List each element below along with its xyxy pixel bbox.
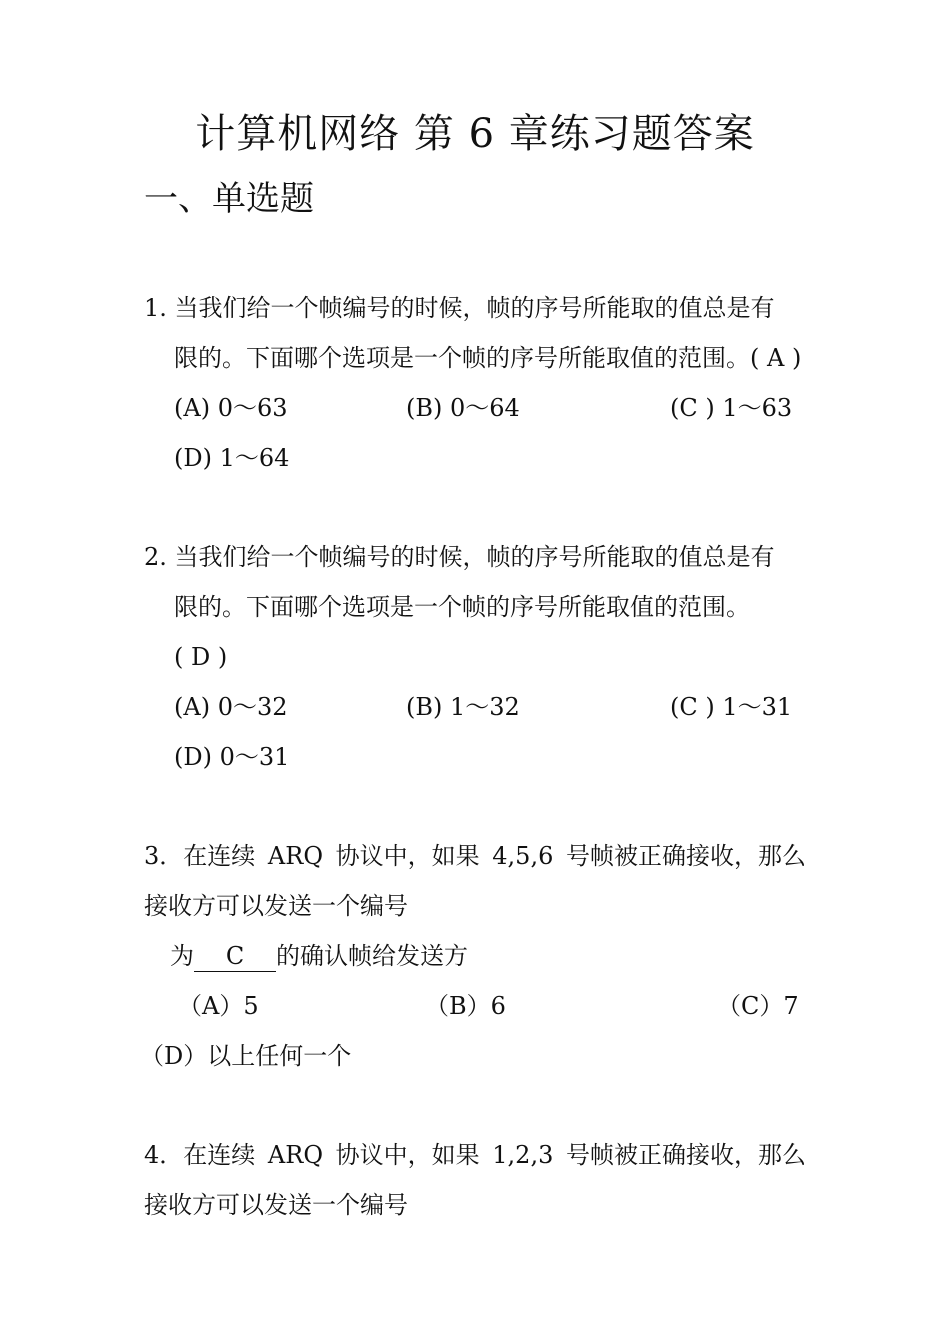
question-3-prefix: 为 [170, 942, 194, 970]
question-2-option-c: (C ) 1～31 [670, 693, 793, 721]
question-3-suffix: 的确认帧给发送方 [276, 942, 468, 970]
question-3-option-c: （C）7 [717, 992, 799, 1020]
section-heading: 一、单选题 [144, 179, 314, 219]
document-title: 计算机网络 第 6 章练习题答案 [195, 111, 755, 157]
question-3-text-part: ARQ [267, 842, 323, 870]
question-2-line-2: 限的。下面哪个选项是一个帧的序号所能取值的范围。 [174, 593, 750, 621]
question-1-option-a: (A) 0～63 [174, 394, 288, 422]
question-3-line-2: 接收方可以发送一个编号 [144, 892, 408, 920]
question-2-option-b: (B) 1～32 [406, 693, 520, 721]
question-3-option-a: （A）5 [178, 992, 259, 1020]
question-4-line-2: 接收方可以发送一个编号 [144, 1191, 408, 1219]
question-4-text-part: 4．在连续 [144, 1141, 256, 1169]
question-3-answer-blank: C [194, 941, 276, 972]
question-2-line-1: 2. 当我们给一个帧编号的时候，帧的序号所能取的值总是有 [144, 543, 775, 571]
question-3-option-d: （D）以上任何一个 [140, 1042, 352, 1070]
question-2-answer: ( D ) [174, 643, 228, 671]
question-4-text-part: 协议中，如果 [335, 1141, 480, 1169]
question-3-text-part: 3．在连续 [144, 842, 256, 870]
question-1-line-2: 限的。下面哪个选项是一个帧的序号所能取值的范围。( A ) [174, 344, 802, 372]
question-3-text-part: 号帧被正确接收，那么 [566, 842, 806, 870]
question-3-text-part: 协议中，如果 [335, 842, 480, 870]
question-1-option-c: (C ) 1～63 [670, 394, 793, 422]
question-1-option-d: (D) 1～64 [174, 444, 290, 472]
question-3-option-b: （B）6 [425, 992, 506, 1020]
question-2-option-d: (D) 0～31 [174, 743, 290, 771]
question-4-text-part: 号帧被正确接收，那么 [566, 1141, 806, 1169]
question-4-text-part: 1,2,3 [492, 1141, 554, 1169]
question-3-line-1 [144, 841, 806, 871]
question-4-line-1 [144, 1140, 806, 1170]
question-1-line-1: 1. 当我们给一个帧编号的时候，帧的序号所能取的值总是有 [144, 294, 775, 322]
question-3-text-part: 4,5,6 [492, 842, 554, 870]
question-3-line-3 [170, 941, 468, 972]
question-2-option-a: (A) 0～32 [174, 693, 288, 721]
question-1-option-b: (B) 0～64 [406, 394, 520, 422]
question-4-text-part: ARQ [267, 1141, 323, 1169]
